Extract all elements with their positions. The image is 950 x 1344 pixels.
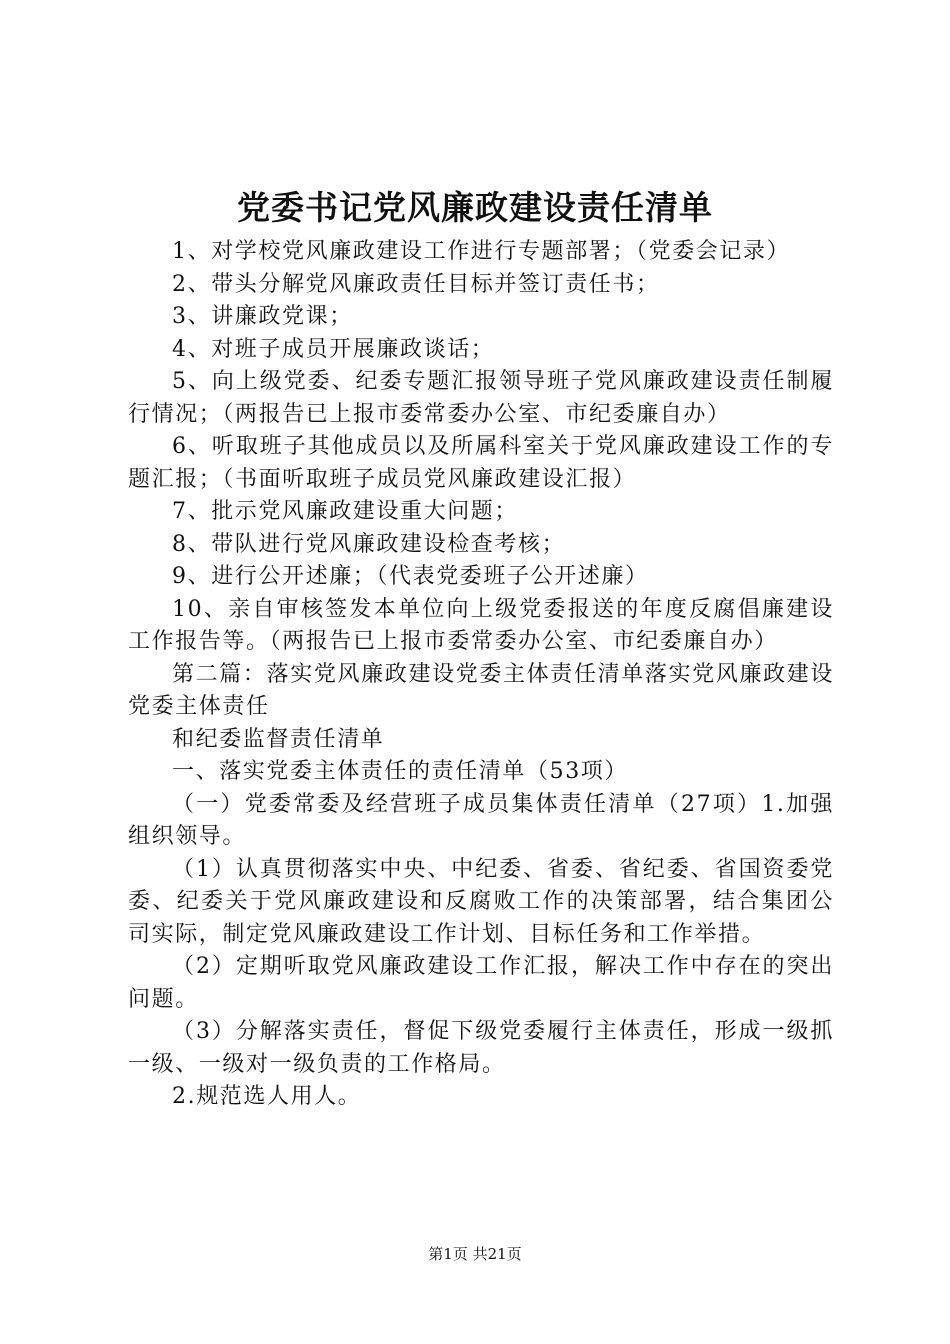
paragraph: 8、带队进行党风廉政建设检查考核； [172, 531, 566, 557]
paragraph: 5、向上级党委、纪委专题汇报领导班子党风廉政建设责任制履行情况；（两报告已上报市委常委办公室、市纪委廉自办） [128, 369, 834, 427]
paragraph: 7、批示党风廉政建设重大问题； [172, 499, 518, 524]
paragraph: 2.规范选人用人。 [172, 1084, 362, 1109]
page-number-footer: 第1页 共21页 [428, 1245, 522, 1263]
paragraph: （1）认真贯彻落实中央、中纪委、省委、省纪委、省国资委党委、纪委关于党风廉政建设和反腐败工作的决策部署，结合集团公司实际，制定党风廉政建设工作计划、目标任务和工作举措。 [128, 856, 834, 947]
paragraph: （2）定期听取党风廉政建设工作汇报，解决工作中存在的突出问题。 [128, 954, 834, 1012]
paragraph: 一、落实党委主体责任的责任清单（53项） [172, 759, 628, 784]
paragraph: 第二篇：落实党风廉政建设党委主体责任清单落实党风廉政建设党委主体责任 [128, 661, 834, 719]
paragraph: 10、亲自审核签发本单位向上级党委报送的年度反腐倡廉建设工作报告等。（两报告已上报市委常委办公室、市纪委廉自办） [128, 596, 834, 654]
paragraph: 6、听取班子其他成员以及所属科室关于党风廉政建设工作的专题汇报；（书面听取班子成员党风廉政建设汇报） [128, 434, 834, 492]
paragraph: （一）党委常委及经营班子成员集体责任清单（27项）1.加强组织领导。 [128, 791, 834, 849]
paragraph: （3）分解落实责任，督促下级党委履行主体责任，形成一级抓一级、一级对一级负责的工作格局。 [128, 1019, 834, 1077]
document-title: 党委书记党风廉政建设责任清单 [237, 188, 713, 227]
paragraph: 2、带头分解党风廉政责任目标并签订责任书； [172, 271, 660, 297]
paragraph: 3、讲廉政党课； [172, 304, 353, 329]
paragraph: 和纪委监督责任清单 [172, 726, 385, 752]
document-body [128, 236, 834, 1114]
paragraph: 9、进行公开述廉；（代表党委班子公开述廉） [172, 564, 649, 589]
paragraph: 4、对班子成员开展廉政谈话； [172, 336, 495, 362]
paragraph: 1、对学校党风廉政建设工作进行专题部署；（党委会记录） [172, 239, 791, 264]
